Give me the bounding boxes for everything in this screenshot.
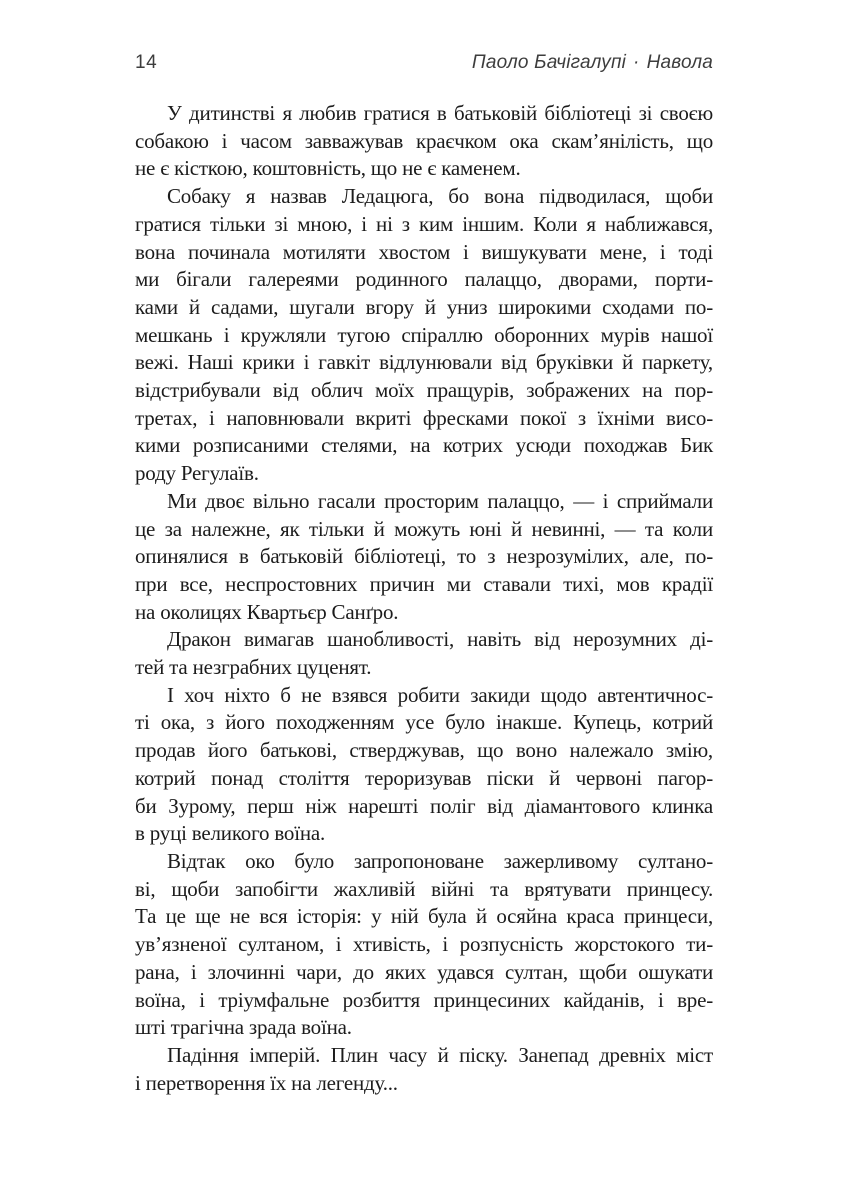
paragraph: [135, 848, 713, 1042]
text-line: продав його батькові, стверджував, що воно належало змію,: [135, 738, 713, 763]
text-line: вона починала мотиляти хвостом і вишукувати мене, і тоді: [135, 239, 713, 264]
text-line: кими розписаними стелями, на котрих усюди походжав Бик: [135, 433, 713, 458]
text-line: не є кісткою, коштовність, що не є каменем.: [135, 156, 521, 181]
text-line: воїна, і тріумфальне розбиття принцесиних кайданів, і вре-: [135, 987, 713, 1012]
text-line: тей та незграбних цуценят.: [135, 655, 372, 680]
text-line: Відтак око було запропоноване зажерливому султано-: [167, 848, 713, 873]
text-line: в руці великого воїна.: [135, 821, 326, 846]
author-name: Паоло Бачігалупі: [471, 52, 627, 73]
text-line: ми бігали галереями родинного палаццо, дворами, порти-: [135, 267, 713, 292]
text-line: гратися тільки зі мною, і ні з ким іншим. Коли я наближався,: [135, 211, 713, 236]
text-line: котрий понад століття тероризував піски й червоні пагор-: [135, 765, 713, 790]
running-header: [135, 52, 713, 74]
text-line: Падіння імперій. Плин часу й піску. Занепад древніх міст: [167, 1042, 713, 1067]
text-line: мешкань і кружляли тугою спіраллю оборонних мурів нашої: [135, 322, 713, 347]
book-title: Навола: [646, 52, 713, 73]
text-line: У дитинстві я любив гратися в батьковій бібліотеці зі своєю: [167, 101, 713, 125]
text-line: відстрибували від облич моїх пращурів, зображених на пор-: [135, 378, 713, 403]
text-line: ві, щоби запобігти жахливій війні та врятувати принцесу.: [135, 876, 713, 901]
text-line: собакою і часом завважував краєчком ока скам’янілість, що: [135, 128, 713, 153]
page-body: [135, 100, 713, 1097]
text-line: ками й садами, шугали вгору й униз широкими сходами по-: [135, 294, 713, 319]
running-title: [472, 52, 713, 74]
page-number: 14: [135, 52, 158, 73]
paragraph: [135, 183, 713, 488]
text-line: на околицях Квартьєр Санґро.: [135, 599, 399, 624]
text-line: шті трагічна зрада воїна.: [135, 1015, 352, 1040]
text-line: і перетворення їх на легенду...: [135, 1070, 398, 1095]
text-line: Та це ще не вся історія: у ній була й осяйна краса принцеси,: [135, 904, 713, 929]
paragraph: [135, 100, 713, 183]
text-line: Ми двоє вільно гасали просторим палаццо, — і сприймали: [167, 488, 713, 513]
text-line: ті ока, з його походженням усе було інакше. Купець, котрий: [135, 710, 713, 735]
text-line: при все, неспростовних причин ми ставали тихі, мов крадії: [135, 571, 713, 596]
text-line: опинялися в батьковій бібліотеці, то з незрозумілих, але, по-: [135, 544, 713, 569]
text-line: рана, і злочинні чари, до яких удався султан, щоби ошукати: [135, 959, 713, 984]
text-line: вежі. Наші крики і гавкіт відлунювали від бруківки й паркету,: [135, 350, 713, 375]
paragraph: [135, 1042, 713, 1097]
paragraph: [135, 488, 713, 627]
text-line: Дракон вимагав шанобливості, навіть від нерозумних ді-: [167, 627, 713, 652]
text-line: роду Регулаїв.: [135, 461, 259, 486]
text-line: Собаку я назвав Ледацюга, бо вона підводилася, щоби: [167, 184, 713, 209]
text-line: би Зурому, перш ніж нарешті поліг від діамантового клинка: [135, 793, 713, 818]
text-line: І хоч ніхто б не взявся робити закиди щодо автентичнос-: [167, 682, 713, 707]
text-line: ув’язненої султаном, і хтивість, і розпусність жорстокого ти-: [135, 932, 713, 957]
paragraph: [135, 626, 713, 681]
title-separator: ·: [633, 52, 640, 73]
paragraph: [135, 682, 713, 848]
text-line: це за належне, як тільки й можуть юні й невинні, — та коли: [135, 516, 713, 541]
text-line: третах, і наповнювали вкриті фресками покої з їхніми висо-: [135, 405, 713, 430]
